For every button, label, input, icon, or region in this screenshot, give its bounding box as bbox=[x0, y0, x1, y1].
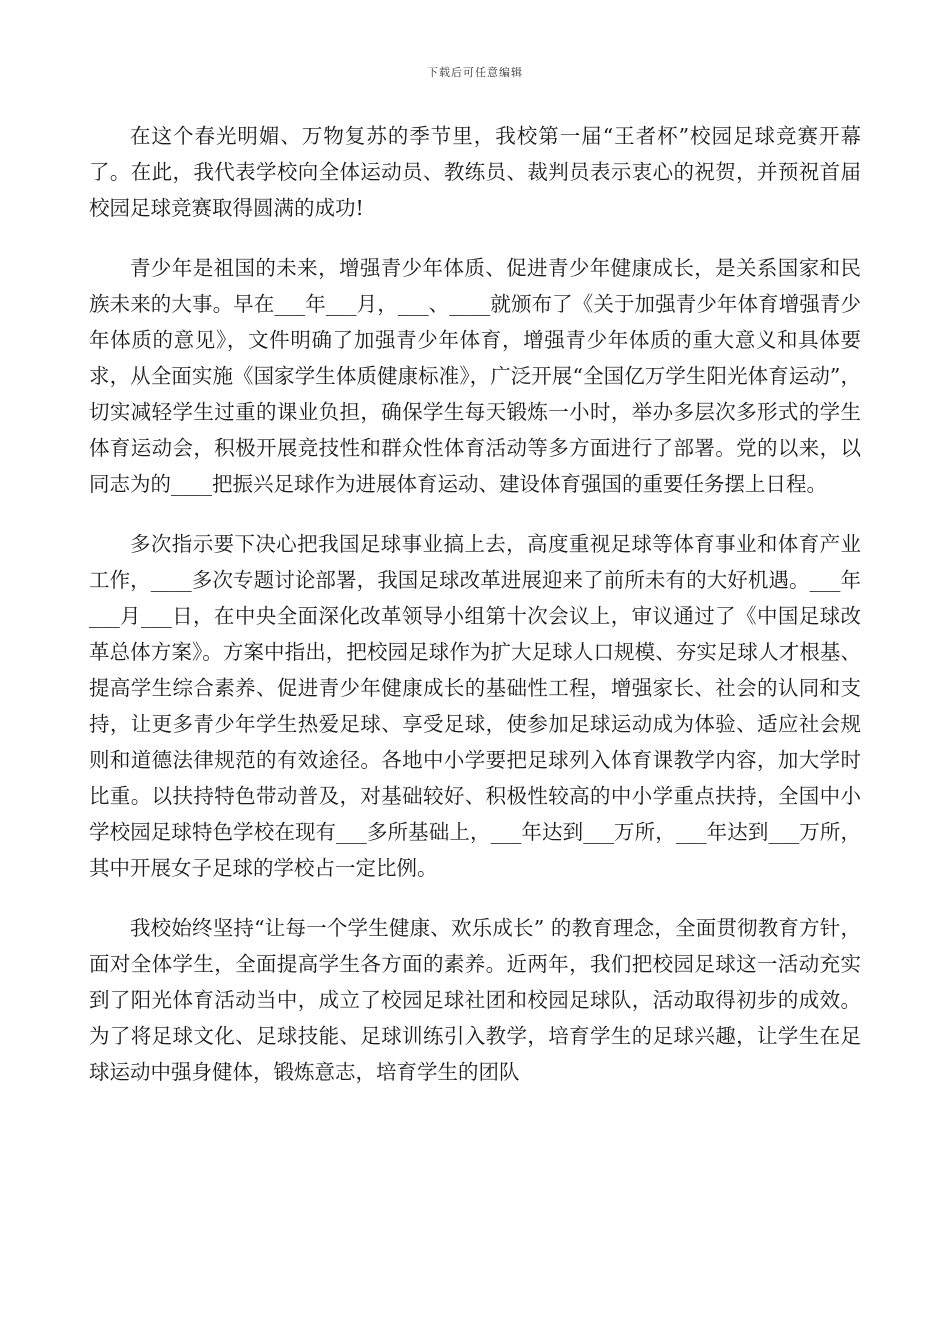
document-body bbox=[89, 118, 861, 1090]
paragraph-school-philosophy: 我校始终坚持“让每一个学生健康、欢乐成长” 的教育理念，全面贯彻教育方针，面对全体学生，全面提高学生各方面的素养。近两年，我们把校园足球这一活动充实到了阳光体育活动当中，成立了校园足球社团和校园足球队，活动取得初步的成效。为了将足球文化、足球技能、足球训练引入教学，培育学生的足球兴趣，让学生在足球运动中强身健体，锻炼意志，培育学生的团队 bbox=[89, 916, 861, 1084]
paragraph-opening: 在这个春光明媚、万物复苏的季节里，我校第一届“王者杯”校园足球竞赛开幕了。在此，我代表学校向全体运动员、教练员、裁判员表示衷心的祝贺，并预祝首届校园足球竞赛取得圆满的成功! bbox=[89, 124, 861, 220]
paragraph-youth-sports-policy: 青少年是祖国的未来，增强青少年体质、促进青少年健康成长，是关系国家和民族未来的大事。早在___年___月，___、____就颁布了《关于加强青少年体育增强青少年体质的意见》，文件明确了加强青少年体育，增强青少年体质的重大意义和具体要求，从全面实施《国家学生体质健康标准》，广泛开展“全国亿万学生阳光体育运动”，切实减轻学生过重的课业负担，确保学生每天锻炼一小时，举办多层次多形式的学生体育运动会，积极开展竞技性和群众性体育活动等多方面进行了部署。党的以来，以同志为的____把振兴足球作为进展体育运动、建设体育强国的重要任务摆上日程。 bbox=[89, 256, 861, 496]
paragraph-football-reform: 多次指示要下决心把我国足球事业搞上去，高度重视足球等体育事业和体育产业工作，____多次专题讨论部署，我国足球改革进展迎来了前所未有的大好机遇。___年___月___日，在中央全面深化改革领导小组第十次会议上，审议通过了《中国足球改革总体方案》。方案中指出，把校园足球作为扩大足球人口规模、夯实足球人才根基、提高学生综合素养、促进青少年健康成长的基础性工程，增强家长、社会的认同和支持，让更多青少年学生热爱足球、享受足球，使参加足球运动成为体验、适应社会规则和道德法律规范的有效途径。各地中小学要把足球列入体育课教学内容，加大学时比重。以扶持特色带动普及，对基础较好、积极性较高的中小学重点扶持，全国中小学校园足球特色学校在现有___多所基础上，___年达到___万所，___年达到___万所，其中开展女子足球的学校占一定比例。 bbox=[89, 532, 861, 880]
page-header-note: 下载后可任意编辑 bbox=[427, 66, 523, 79]
